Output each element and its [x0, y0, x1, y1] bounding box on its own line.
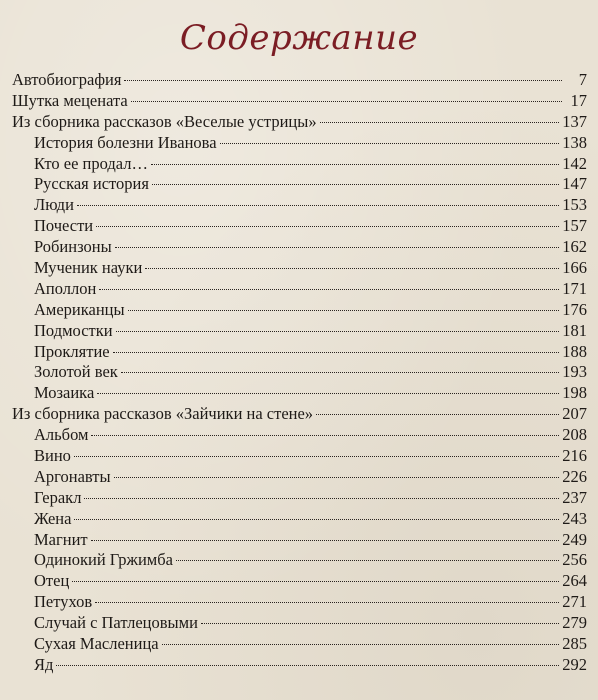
dot-leader — [115, 247, 560, 248]
toc-page-number: 147 — [562, 174, 587, 194]
dot-leader — [91, 540, 560, 541]
dot-leader — [162, 644, 560, 645]
toc-subentry — [12, 300, 587, 321]
toc-entry-title: Кто ее продал… — [34, 153, 148, 173]
toc-page-number: 181 — [562, 320, 587, 340]
toc-entry-title: Подмостки — [34, 320, 113, 340]
toc-subentry — [12, 571, 587, 592]
toc-page-number: 285 — [562, 634, 587, 654]
toc-entry — [12, 91, 587, 112]
toc-subentry — [12, 613, 587, 634]
toc-page-number: 142 — [562, 153, 587, 173]
toc-entry-title: Проклятие — [34, 341, 110, 361]
toc-entry-title: Магнит — [34, 529, 88, 549]
toc-page-number: 193 — [562, 362, 587, 382]
toc-page-number: 138 — [562, 132, 587, 152]
toc-entry-title: Робинзоны — [34, 237, 112, 257]
dot-leader — [74, 519, 559, 520]
toc-page-number: 264 — [562, 571, 587, 591]
toc-subentry — [12, 592, 587, 613]
toc-page-number: 249 — [562, 529, 587, 549]
toc-subentry — [12, 425, 587, 446]
toc-entry-title: Русская история — [34, 174, 149, 194]
toc-subentry — [12, 279, 587, 300]
toc-page-number: 176 — [562, 299, 587, 319]
toc-page-number: 271 — [562, 592, 587, 612]
toc-entry-title: Шутка мецената — [12, 90, 128, 110]
toc-entry-title: История болезни Иванова — [34, 132, 217, 152]
toc-entry-title: Сухая Масленица — [34, 634, 159, 654]
toc-entry-title: Автобиография — [12, 70, 122, 89]
toc-page-number: 153 — [562, 195, 587, 215]
toc-entry-title: Мозаика — [34, 383, 95, 403]
toc-entry — [12, 112, 587, 133]
dot-leader — [72, 581, 559, 582]
dot-leader — [145, 268, 559, 269]
toc-page-number: 157 — [562, 216, 587, 236]
toc-entry-title: Люди — [34, 195, 74, 215]
toc-subentry — [12, 446, 587, 467]
toc-subentry — [12, 216, 587, 237]
toc-entry-title: Вино — [34, 446, 71, 466]
dot-leader — [152, 184, 559, 185]
page-title: Содержание — [179, 18, 419, 58]
toc-entry-title: Петухов — [34, 592, 93, 612]
toc-subentry — [12, 237, 587, 258]
toc-entry-title: Аргонавты — [34, 466, 111, 486]
dot-leader — [84, 498, 559, 499]
toc-page-number: 17 — [570, 90, 587, 110]
toc-page-number: 188 — [562, 341, 587, 361]
toc-page-number: 292 — [562, 654, 587, 674]
toc-page-number: 216 — [562, 446, 587, 466]
dot-leader — [151, 164, 559, 165]
table-of-contents — [12, 70, 587, 676]
dot-leader — [116, 331, 560, 332]
toc-entry-title: Отец — [34, 571, 70, 591]
toc-page-number: 7 — [578, 70, 587, 89]
toc-entry — [12, 404, 587, 425]
toc-page-number: 198 — [562, 383, 587, 403]
toc-subentry — [12, 362, 587, 383]
dot-leader — [220, 143, 560, 144]
dot-leader — [95, 602, 559, 603]
toc-subentry — [12, 321, 587, 342]
dot-leader — [124, 80, 562, 81]
dot-leader — [113, 352, 560, 353]
toc-entry-title: Случай с Патлецовыми — [34, 613, 198, 633]
dot-leader — [176, 560, 559, 561]
toc-entry-title: Одинокий Гржимба — [34, 550, 173, 570]
dot-leader — [97, 393, 559, 394]
dot-leader — [201, 623, 559, 624]
toc-entry-title: Альбом — [34, 425, 89, 445]
dot-leader — [91, 435, 559, 436]
toc-subentry — [12, 530, 587, 551]
toc-entry-title: Почести — [34, 216, 94, 236]
toc-subentry — [12, 258, 587, 279]
toc-page-number: 208 — [562, 425, 587, 445]
toc-entry-title: Геракл — [34, 487, 82, 507]
toc-entry — [12, 70, 587, 91]
dot-leader — [121, 372, 559, 373]
toc-page-number: 279 — [562, 613, 587, 633]
toc-subentry — [12, 467, 587, 488]
toc-entry-title: Золотой век — [34, 362, 118, 382]
dot-leader — [77, 205, 559, 206]
dot-leader — [320, 122, 560, 123]
toc-subentry — [12, 133, 587, 154]
toc-page-number: 137 — [562, 111, 587, 131]
toc-subentry — [12, 655, 587, 676]
dot-leader — [96, 226, 559, 227]
toc-subentry — [12, 195, 587, 216]
toc-page-number: 256 — [562, 550, 587, 570]
toc-entry-title: Из сборника рассказов «Веселые устрицы» — [12, 111, 317, 131]
toc-entry-title: Мученик науки — [34, 258, 143, 278]
dot-leader — [99, 289, 559, 290]
toc-subentry — [12, 634, 587, 655]
dot-leader — [131, 101, 562, 102]
toc-subentry — [12, 383, 587, 404]
toc-entry-title: Жена — [34, 508, 72, 528]
toc-page-number: 237 — [562, 487, 587, 507]
toc-page-number: 243 — [562, 508, 587, 528]
dot-leader — [56, 665, 559, 666]
toc-page-number: 166 — [562, 258, 587, 278]
toc-page-number: 171 — [562, 278, 587, 298]
toc-entry-title: Американцы — [34, 299, 125, 319]
toc-subentry — [12, 550, 587, 571]
toc-page-number: 226 — [562, 466, 587, 486]
dot-leader — [74, 456, 559, 457]
dot-leader — [128, 310, 560, 311]
toc-subentry — [12, 488, 587, 509]
dot-leader — [114, 477, 560, 478]
toc-entry-title: Яд — [34, 654, 54, 674]
toc-page-number: 162 — [562, 237, 587, 257]
toc-entry-title: Аполлон — [34, 278, 97, 298]
toc-entry-title: Из сборника рассказов «Зайчики на стене» — [12, 404, 314, 424]
toc-subentry — [12, 342, 587, 363]
toc-page-number: 207 — [562, 404, 587, 424]
toc-subentry — [12, 154, 587, 175]
toc-subentry — [12, 174, 587, 195]
dot-leader — [316, 414, 559, 415]
toc-subentry — [12, 509, 587, 530]
